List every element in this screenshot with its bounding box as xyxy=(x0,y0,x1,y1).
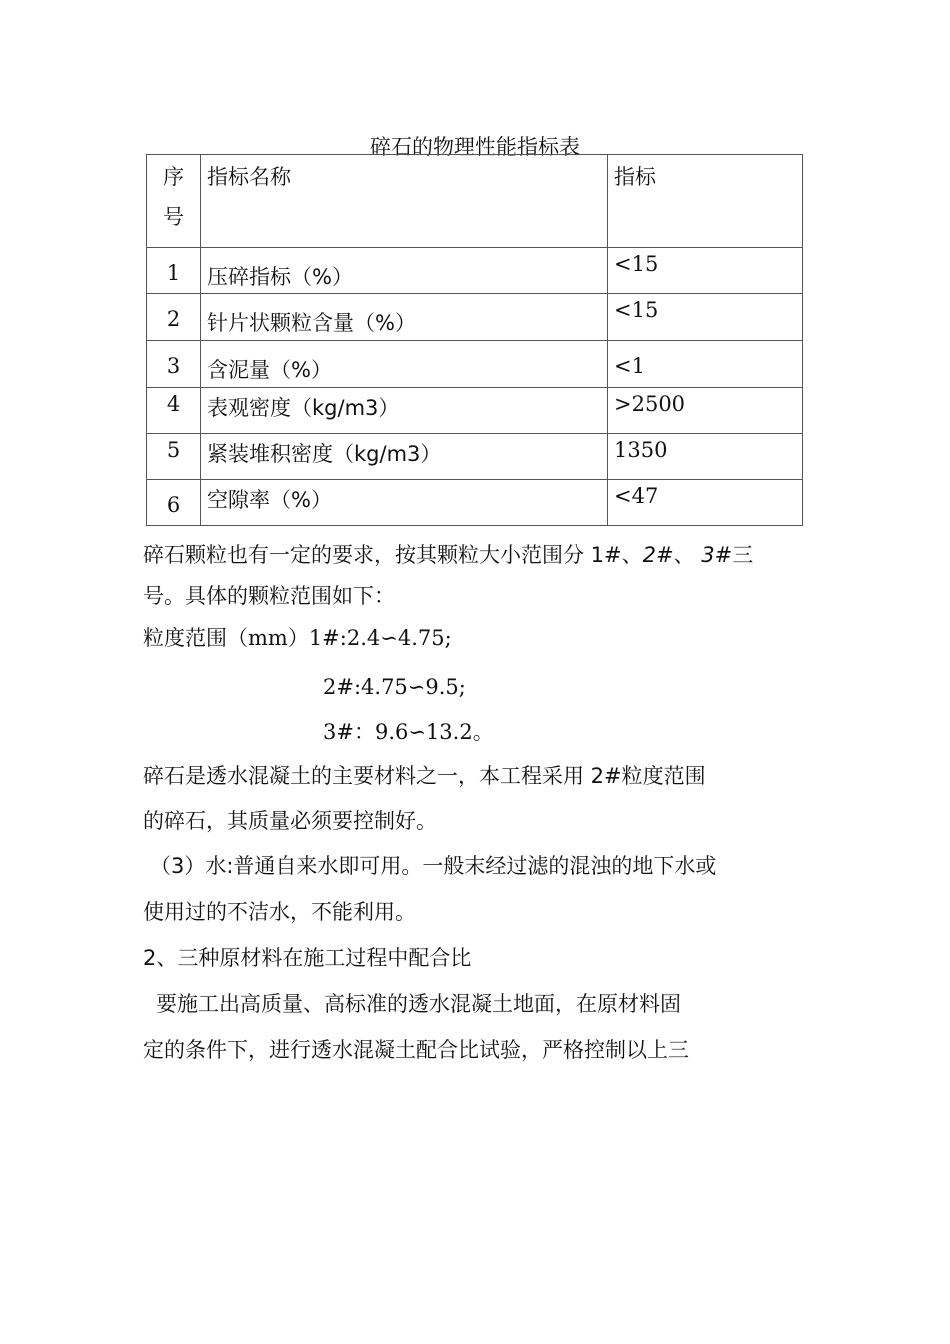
paragraph-gradation-line1: 碎石颗粒也有一定的要求，按其颗粒大小范围分 1#、2#、 3#三 xyxy=(143,543,754,567)
paragraph-gradation-line2: 号。具体的颗粒范围如下： xyxy=(143,584,395,608)
row-no: 5 xyxy=(147,434,201,480)
row-name: 压碎指标（%） xyxy=(201,248,608,294)
table-header-row xyxy=(147,155,803,248)
row-name: 紧装堆积密度（kg/m3） xyxy=(201,434,608,480)
range-3: 3#：9.6∽13.2。 xyxy=(323,720,494,744)
table-row xyxy=(147,434,803,480)
row-name: 含泥量（%） xyxy=(201,341,608,388)
row-value: <15 xyxy=(608,294,803,341)
paragraph-main-material-line2: 的碎石，其质量必须要控制好。 xyxy=(143,809,437,833)
table-row xyxy=(147,341,803,388)
table-row xyxy=(147,248,803,294)
paragraph-mix-line1: 要施工出高质量、高标准的透水混凝土地面，在原材料固 xyxy=(156,992,681,1016)
header-name: 指标名称 xyxy=(201,155,608,248)
row-no: 6 xyxy=(147,480,201,526)
header-no: 序 号 xyxy=(147,155,201,248)
paragraph-water-line1: （3）水:普通自来水即可用。一般末经过滤的混浊的地下水或 xyxy=(150,854,717,878)
row-value: 1350 xyxy=(608,434,803,480)
range-2: 2#:4.75∽9.5; xyxy=(323,675,466,699)
paragraph-water-line2: 使用过的不洁水，不能利用。 xyxy=(143,900,416,924)
row-value: >2500 xyxy=(608,388,803,434)
row-value: <1 xyxy=(608,341,803,388)
row-name: 针片状颗粒含量（%） xyxy=(201,294,608,341)
table-row xyxy=(147,480,803,526)
row-value: <47 xyxy=(608,480,803,526)
paragraph-main-material-line1: 碎石是透水混凝土的主要材料之一，本工程采用 2#粒度范围 xyxy=(143,764,706,788)
table-row xyxy=(147,294,803,341)
table-title: 碎石的物理性能指标表 xyxy=(370,135,580,159)
paragraph-mix-line2: 定的条件下，进行透水混凝土配合比试验，严格控制以上三 xyxy=(143,1038,689,1062)
row-no: 3 xyxy=(147,341,201,388)
row-no: 1 xyxy=(147,248,201,294)
section-heading-mix-ratio: 2、三种原材料在施工过程中配合比 xyxy=(143,946,472,970)
row-no: 2 xyxy=(147,294,201,341)
row-no: 4 xyxy=(147,388,201,434)
physical-properties-table xyxy=(146,154,803,526)
row-name: 空隙率（%） xyxy=(201,480,608,526)
header-value: 指标 xyxy=(608,155,803,248)
range-1: 粒度范围（mm）1#:2.4∽4.75; xyxy=(143,626,452,650)
row-name: 表观密度（kg/m3） xyxy=(201,388,608,434)
table-row xyxy=(147,388,803,434)
row-value: <15 xyxy=(608,248,803,294)
